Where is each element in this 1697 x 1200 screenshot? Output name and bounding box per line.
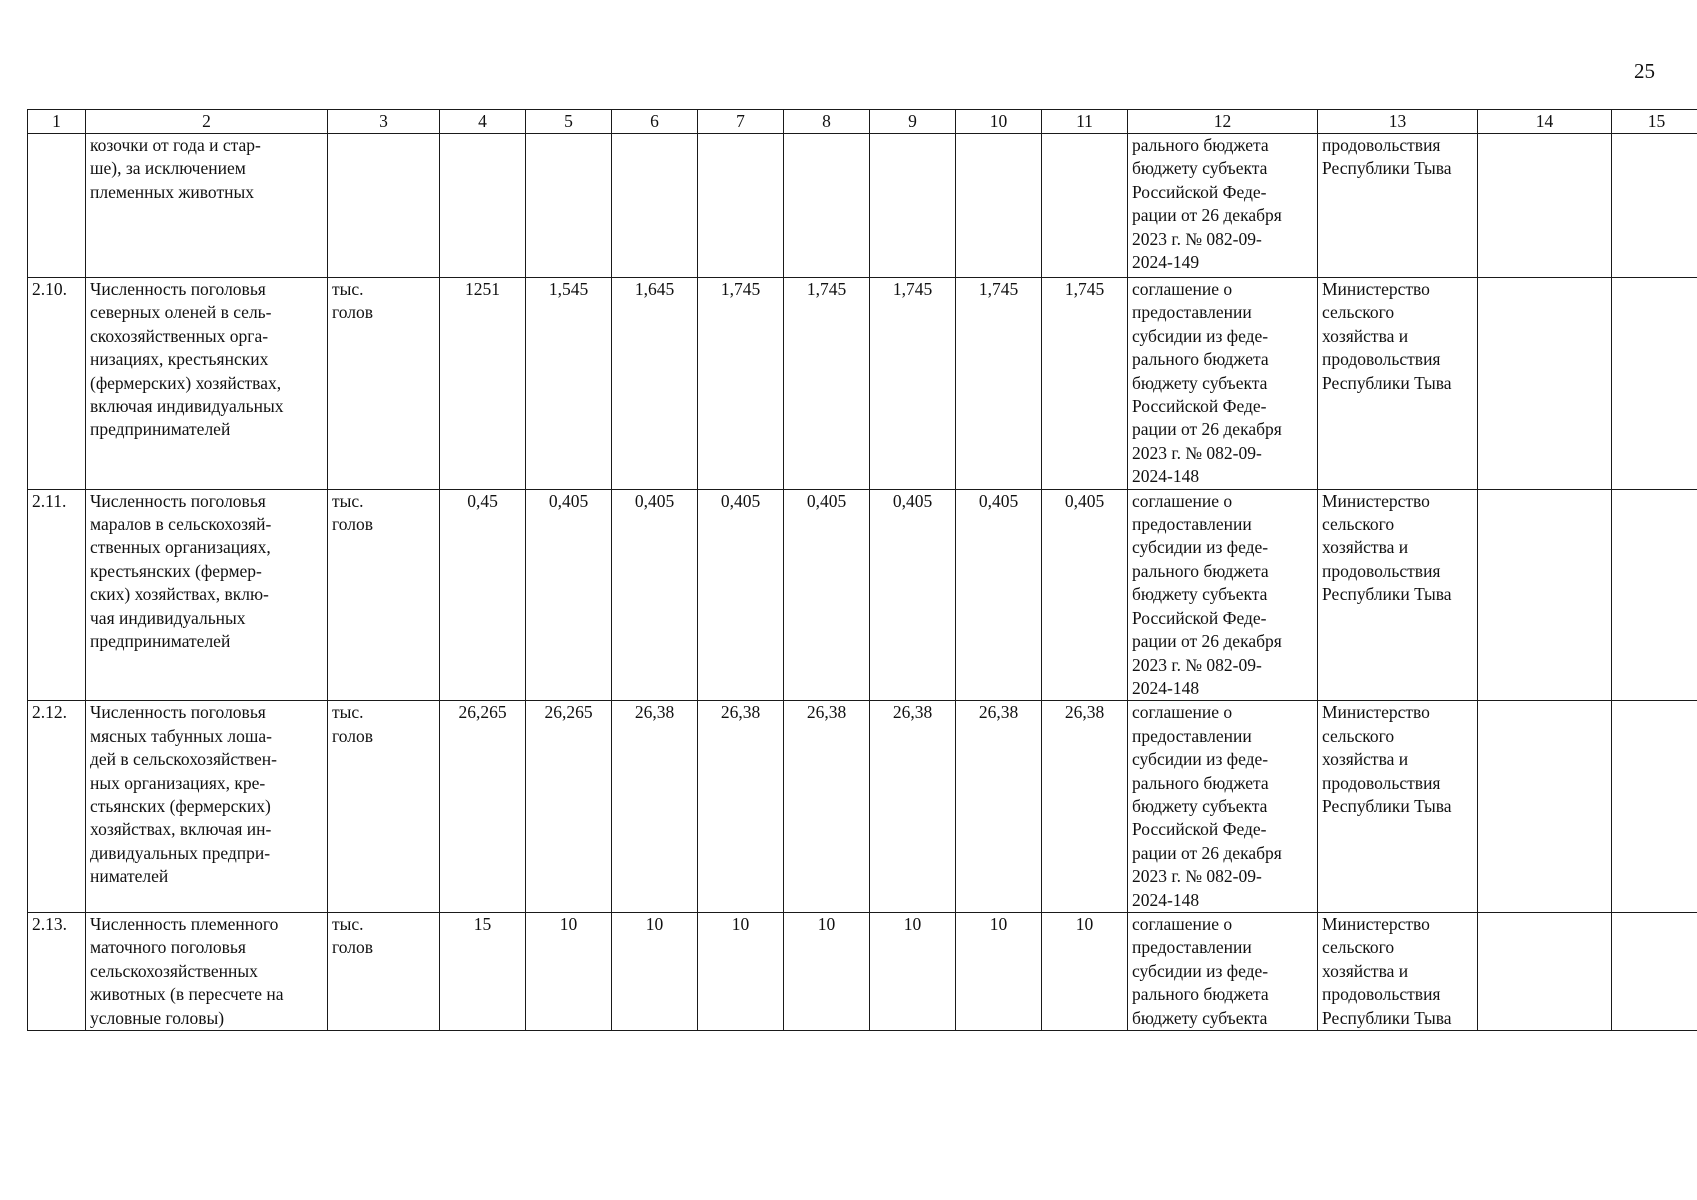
value-cell [1042, 134, 1128, 278]
table-row [28, 489, 1697, 701]
table-body [28, 134, 1697, 1031]
table-row-continuation [28, 134, 1697, 278]
value-cell: 10 [956, 912, 1042, 1030]
value-cell: 10 [698, 912, 784, 1030]
table-row [28, 701, 1697, 913]
column-15-cell [1612, 912, 1697, 1030]
table-row [28, 912, 1697, 1030]
unit-cell: тыс. голов [328, 489, 440, 701]
column-15-cell [1612, 134, 1697, 278]
responsible-cell: Министерство сельского хозяйства и продовольствия Республики Тыва [1318, 489, 1478, 701]
value-cell [612, 134, 698, 278]
value-cell: 26,265 [526, 701, 612, 913]
value-cell: 0,45 [440, 489, 526, 701]
column-number: 5 [526, 110, 612, 134]
row-number: 2.11. [28, 489, 86, 701]
value-cell [784, 134, 870, 278]
column-number: 10 [956, 110, 1042, 134]
value-cell: 26,38 [784, 701, 870, 913]
indicator-name: Численность поголовья мясных табунных лоша- дей в сельскохозяйствен- ных организациях, кре- стьянских (фермерских) хозяйствах, включая ин- дивидуальных предпри- нимателей [86, 701, 328, 913]
responsible-cell: Министерство сельского хозяйства и продовольствия Республики Тыва [1318, 912, 1478, 1030]
indicator-name: Численность поголовья северных оленей в сель- скохозяйственных орга- низациях, крестьянских (фермерских) хозяйствах, включая индивидуальных предпринимателей [86, 278, 328, 490]
document-cell: соглашение о предоставлении субсидии из феде- рального бюджета бюджету субъекта [1128, 912, 1318, 1030]
value-cell [440, 134, 526, 278]
column-number: 11 [1042, 110, 1128, 134]
value-cell: 1,745 [784, 278, 870, 490]
value-cell: 0,405 [784, 489, 870, 701]
indicator-name: козочки от года и стар- ше), за исключением племенных животных [86, 134, 328, 278]
row-number [28, 134, 86, 278]
value-cell: 1251 [440, 278, 526, 490]
value-cell: 0,405 [526, 489, 612, 701]
document-cell: соглашение о предоставлении субсидии из феде- рального бюджета бюджету субъекта Российской Феде- рации от 26 декабря 2023 г. № 082-09- 2024-148 [1128, 278, 1318, 490]
indicators-table [27, 109, 1697, 1031]
value-cell: 1,745 [698, 278, 784, 490]
value-cell: 26,38 [870, 701, 956, 913]
column-14-cell [1478, 912, 1612, 1030]
unit-cell: тыс. голов [328, 912, 440, 1030]
document-cell: рального бюджета бюджету субъекта Российской Феде- рации от 26 декабря 2023 г. № 082-09- 2024-149 [1128, 134, 1318, 278]
value-cell: 15 [440, 912, 526, 1030]
value-cell [526, 134, 612, 278]
value-cell: 10 [612, 912, 698, 1030]
value-cell: 1,745 [1042, 278, 1128, 490]
value-cell: 26,38 [1042, 701, 1128, 913]
value-cell: 1,745 [870, 278, 956, 490]
column-number: 14 [1478, 110, 1612, 134]
value-cell: 0,405 [1042, 489, 1128, 701]
value-cell: 10 [784, 912, 870, 1030]
value-cell [956, 134, 1042, 278]
row-number: 2.12. [28, 701, 86, 913]
value-cell: 0,405 [612, 489, 698, 701]
indicator-name: Численность поголовья маралов в сельскохозяй- ственных организациях, крестьянских (фермер- ских) хозяйствах, вклю- чая индивидуальных предпринимателей [86, 489, 328, 701]
column-number: 4 [440, 110, 526, 134]
value-cell: 10 [526, 912, 612, 1030]
unit-cell: тыс. голов [328, 278, 440, 490]
page-number: 25 [1634, 59, 1655, 83]
indicator-name: Численность племенного маточного поголовья сельскохозяйственных животных (в пересчете на условные головы) [86, 912, 328, 1030]
column-14-cell [1478, 489, 1612, 701]
value-cell [698, 134, 784, 278]
row-number: 2.13. [28, 912, 86, 1030]
column-number: 9 [870, 110, 956, 134]
column-14-cell [1478, 134, 1612, 278]
column-14-cell [1478, 278, 1612, 490]
value-cell: 0,405 [698, 489, 784, 701]
unit-cell: тыс. голов [328, 701, 440, 913]
column-number: 7 [698, 110, 784, 134]
value-cell: 26,38 [956, 701, 1042, 913]
column-number-row [28, 110, 1697, 134]
value-cell [870, 134, 956, 278]
column-number: 13 [1318, 110, 1478, 134]
column-number: 12 [1128, 110, 1318, 134]
column-15-cell [1612, 278, 1697, 490]
value-cell: 1,645 [612, 278, 698, 490]
document-cell: соглашение о предоставлении субсидии из феде- рального бюджета бюджету субъекта Российской Феде- рации от 26 декабря 2023 г. № 082-09- 2024-148 [1128, 489, 1318, 701]
value-cell: 0,405 [956, 489, 1042, 701]
responsible-cell: Министерство сельского хозяйства и продовольствия Республики Тыва [1318, 278, 1478, 490]
column-15-cell [1612, 701, 1697, 913]
column-number: 1 [28, 110, 86, 134]
column-15-cell [1612, 489, 1697, 701]
column-number: 2 [86, 110, 328, 134]
column-14-cell [1478, 701, 1612, 913]
value-cell: 0,405 [870, 489, 956, 701]
unit-cell [328, 134, 440, 278]
responsible-cell: Министерство сельского хозяйства и продовольствия Республики Тыва [1318, 701, 1478, 913]
column-number: 8 [784, 110, 870, 134]
column-number: 3 [328, 110, 440, 134]
value-cell: 1,545 [526, 278, 612, 490]
value-cell: 26,38 [612, 701, 698, 913]
value-cell: 26,265 [440, 701, 526, 913]
row-number: 2.10. [28, 278, 86, 490]
column-number: 15 [1612, 110, 1697, 134]
table-row [28, 278, 1697, 490]
value-cell: 10 [1042, 912, 1128, 1030]
column-number: 6 [612, 110, 698, 134]
responsible-cell: продовольствия Республики Тыва [1318, 134, 1478, 278]
table-header [28, 110, 1697, 134]
value-cell: 1,745 [956, 278, 1042, 490]
document-cell: соглашение о предоставлении субсидии из феде- рального бюджета бюджету субъекта Российской Феде- рации от 26 декабря 2023 г. № 082-09- 2024-148 [1128, 701, 1318, 913]
value-cell: 26,38 [698, 701, 784, 913]
value-cell: 10 [870, 912, 956, 1030]
